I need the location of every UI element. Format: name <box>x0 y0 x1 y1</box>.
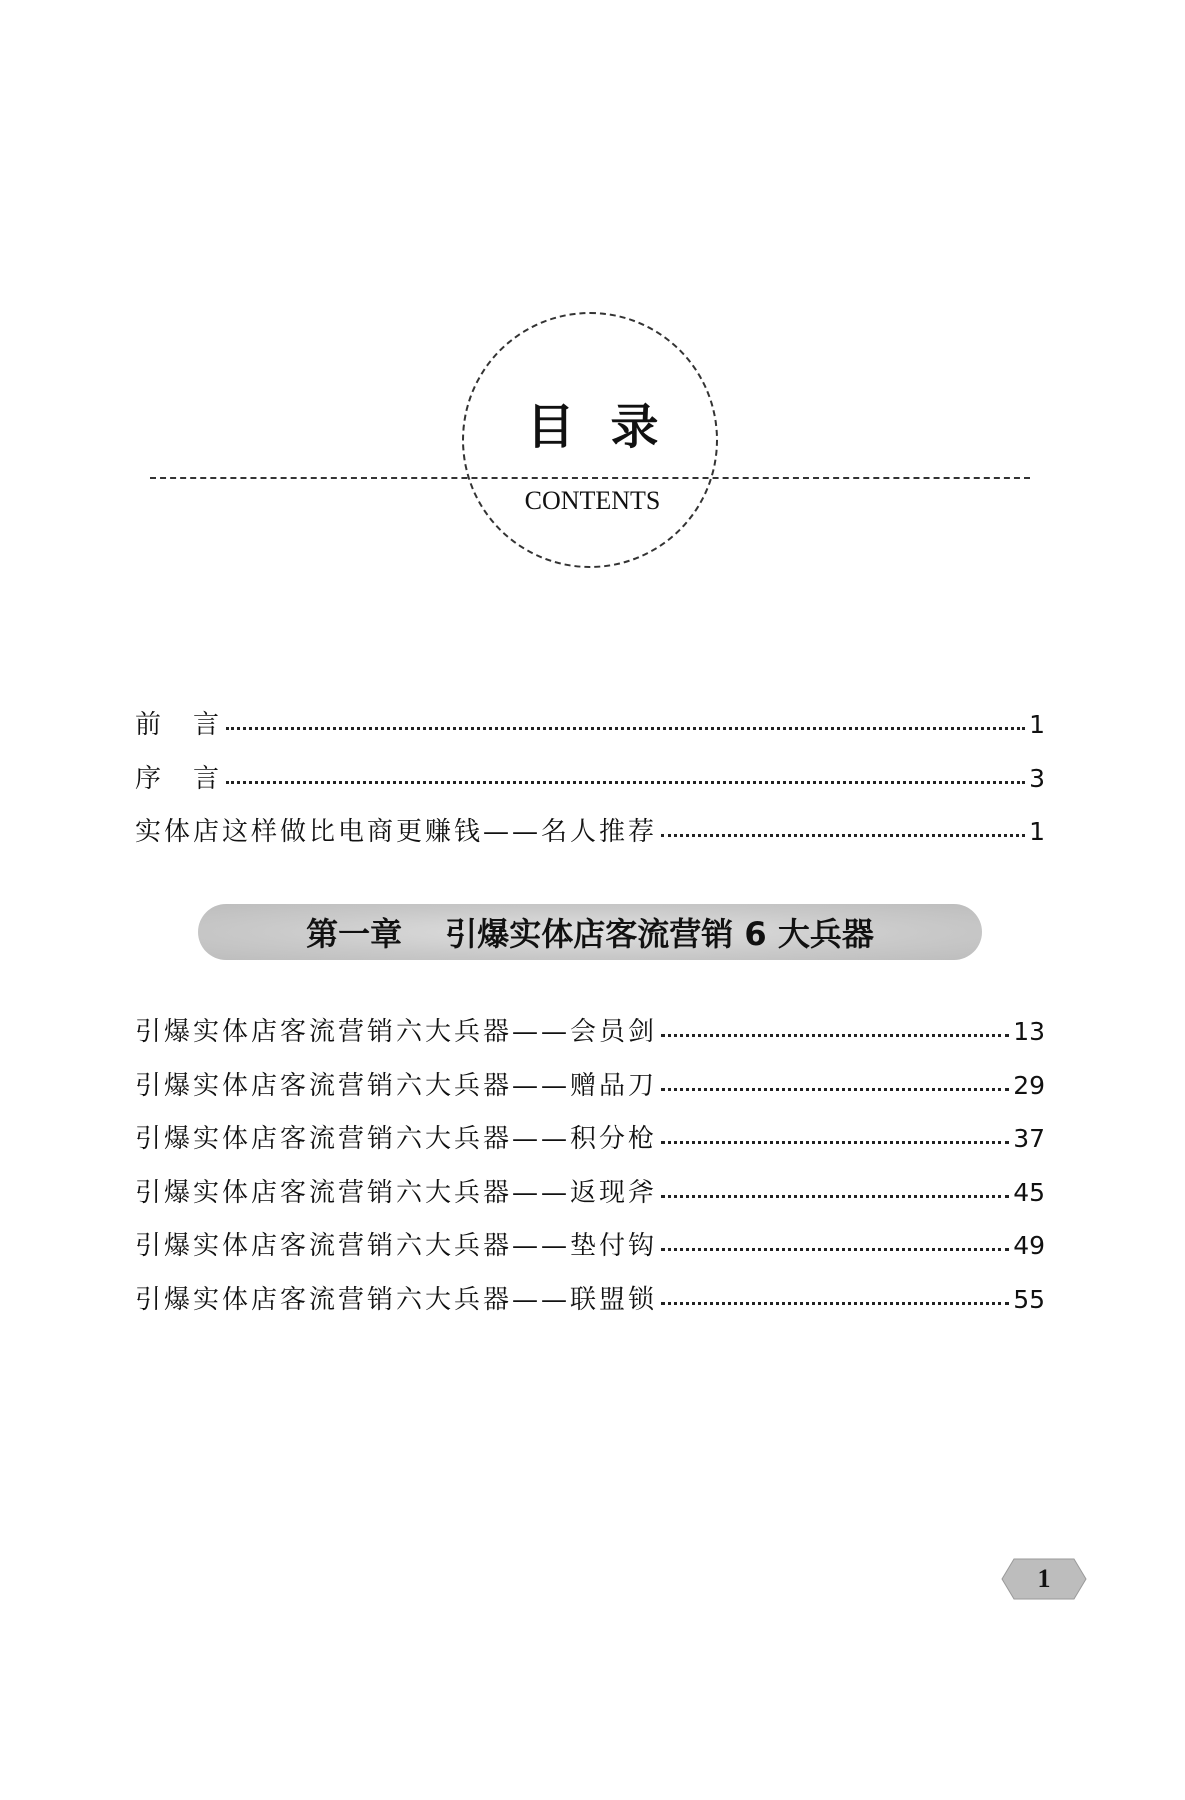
dot-leader <box>661 1195 1009 1198</box>
toc-entry-label: 引爆实体店客流营销六大兵器——会员剑 <box>135 1017 658 1047</box>
dot-leader <box>661 1302 1009 1305</box>
front-matter-list <box>135 698 1045 859</box>
toc-entry-page: 13 <box>1013 1017 1045 1046</box>
toc-entry-label: 引爆实体店客流营销六大兵器——赠品刀 <box>135 1070 658 1101</box>
toc-entry[interactable] <box>135 805 1045 859</box>
toc-entry-label: 引爆实体店客流营销六大兵器——联盟锁 <box>135 1284 658 1315</box>
dot-leader <box>661 1248 1009 1251</box>
toc-entry-label: 引爆实体店客流营销六大兵器——垫付钩 <box>135 1231 658 1261</box>
dot-leader <box>661 834 1025 837</box>
toc-entry[interactable] <box>135 1219 1045 1273</box>
dot-leader <box>661 1088 1009 1091</box>
toc-entry[interactable] <box>135 1059 1045 1113</box>
toc-entry-label: 前 言 <box>135 710 223 740</box>
toc-entry-page: 45 <box>1013 1177 1045 1207</box>
toc-entry[interactable] <box>135 698 1045 752</box>
toc-entry[interactable] <box>135 752 1045 806</box>
toc-entry-label: 引爆实体店客流营销六大兵器——积分枪 <box>135 1124 658 1154</box>
chapter-title: 第一章 引爆实体店客流营销 6 大兵器 <box>306 915 874 953</box>
toc-entry-page: 1 <box>1029 817 1045 846</box>
toc-entry[interactable] <box>135 1112 1045 1166</box>
toc-entry-page: 1 <box>1029 710 1045 739</box>
toc-entry[interactable] <box>135 1273 1045 1327</box>
toc-entry[interactable] <box>135 1005 1045 1059</box>
toc-entry-page: 49 <box>1013 1231 1045 1260</box>
page-number: 1 <box>1037 1564 1051 1593</box>
dot-leader <box>226 727 1025 730</box>
toc-entry-page: 29 <box>1013 1070 1045 1100</box>
toc-header <box>0 0 1185 600</box>
toc-entry-label: 实体店这样做比电商更赚钱——名人推荐 <box>135 817 658 847</box>
toc-entry-label: 引爆实体店客流营销六大兵器——返现斧 <box>135 1177 658 1208</box>
dot-leader <box>661 1034 1009 1037</box>
toc-entry-page: 37 <box>1013 1124 1045 1153</box>
toc-entry-page: 3 <box>1029 763 1045 793</box>
toc-entry-label: 序 言 <box>135 763 223 794</box>
toc-subtitle: CONTENTS <box>524 486 661 515</box>
page-number-badge <box>1000 1557 1088 1601</box>
chapter-banner <box>198 904 982 960</box>
toc-entry-page: 55 <box>1013 1284 1045 1314</box>
chapter-entry-list <box>135 1005 1045 1326</box>
dot-leader <box>226 781 1025 784</box>
toc-entry[interactable] <box>135 1166 1045 1220</box>
dot-leader <box>661 1141 1009 1144</box>
toc-title: 目录 <box>526 399 695 455</box>
